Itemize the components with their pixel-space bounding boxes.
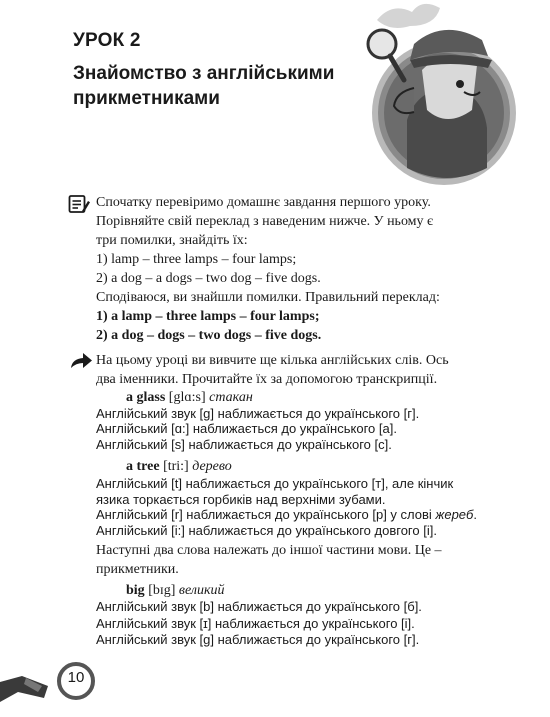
page-number: 10: [67, 669, 85, 686]
word: a glass: [126, 390, 166, 405]
pronunciation-note: Англійський звук [b] наближається до українського [б].: [96, 599, 422, 614]
homework-item: 2) a dog – a dogs – two dog – five dogs.: [96, 271, 321, 286]
detective-magnifier-icon: [352, 0, 542, 190]
pronunciation-note: Англійський [ɑ:] наближається до українського [а].: [96, 421, 397, 436]
homework-item: 1) lamp – three lamps – four lamps;: [96, 252, 297, 267]
page-title: Знайомство з англійськими прикметниками: [73, 63, 335, 109]
lesson-intro-line: На цьому уроці ви вивчите ще кілька англійських слів. Ось: [96, 353, 449, 368]
word: a tree: [126, 459, 160, 474]
translation: дерево: [192, 459, 232, 474]
pronunciation-note: Англійський [t] наближається до українського [т], але кінчик: [96, 476, 454, 491]
next-part-line: Наступні два слова належать до іншої частини мови. Це –: [96, 543, 442, 558]
transcription: [bɪg]: [148, 583, 176, 598]
transcription: [tri:]: [163, 459, 189, 474]
lesson-number: УРОК 2: [73, 30, 141, 51]
correct-answer: 2) a dog – dogs – two dogs – five dogs.: [96, 328, 322, 343]
translation: стакан: [209, 390, 253, 405]
correct-answer: 1) a lamp – three lamps – four lamps;: [96, 309, 320, 324]
homework-intro-line: Спочатку перевіримо домашнє завдання першого уроку.: [96, 195, 431, 210]
note-example: жереб: [435, 507, 474, 522]
word-entry: [126, 389, 253, 407]
note-text: Англійський [r] наближається до українського [р] у слові: [96, 507, 436, 522]
pronunciation-note: язика торкається горбиків над верхніми зубами.: [96, 492, 386, 507]
word-entry: [126, 582, 225, 600]
pronunciation-note: Англійський [s] наближається до українського [с].: [96, 437, 392, 452]
pronunciation-note: Англійський звук [ɪ] наближається до українського [і].: [96, 616, 415, 631]
homework-hope-line: Сподіваюся, ви знайшли помилки. Правильний переклад:: [96, 290, 440, 305]
pronunciation-note: [96, 507, 477, 523]
word-entry: [126, 458, 232, 476]
lesson-intro-line: два іменники. Прочитайте їх за допомогою транскрипції.: [96, 372, 438, 387]
transcription: [glɑ:s]: [168, 390, 206, 405]
word: big: [126, 583, 145, 598]
notebook-pencil-icon: [68, 194, 90, 214]
pronunciation-note: Англійський [i:] наближається до українського довгого [і].: [96, 523, 437, 538]
homework-intro-line: три помилки, знайдіть їх:: [96, 233, 248, 248]
note-end: .: [473, 507, 477, 522]
next-part-line: прикметники.: [96, 562, 179, 577]
translation: великий: [178, 583, 225, 598]
pronunciation-note: Англійський звук [g] наближається до українського [г].: [96, 406, 420, 421]
pronunciation-note: Англійський звук [g] наближається до українського [г].: [96, 632, 420, 647]
homework-intro-line: Порівняйте свій переклад з наведеним нижче. У ньому є: [96, 214, 434, 229]
curved-arrow-icon: [69, 351, 93, 369]
